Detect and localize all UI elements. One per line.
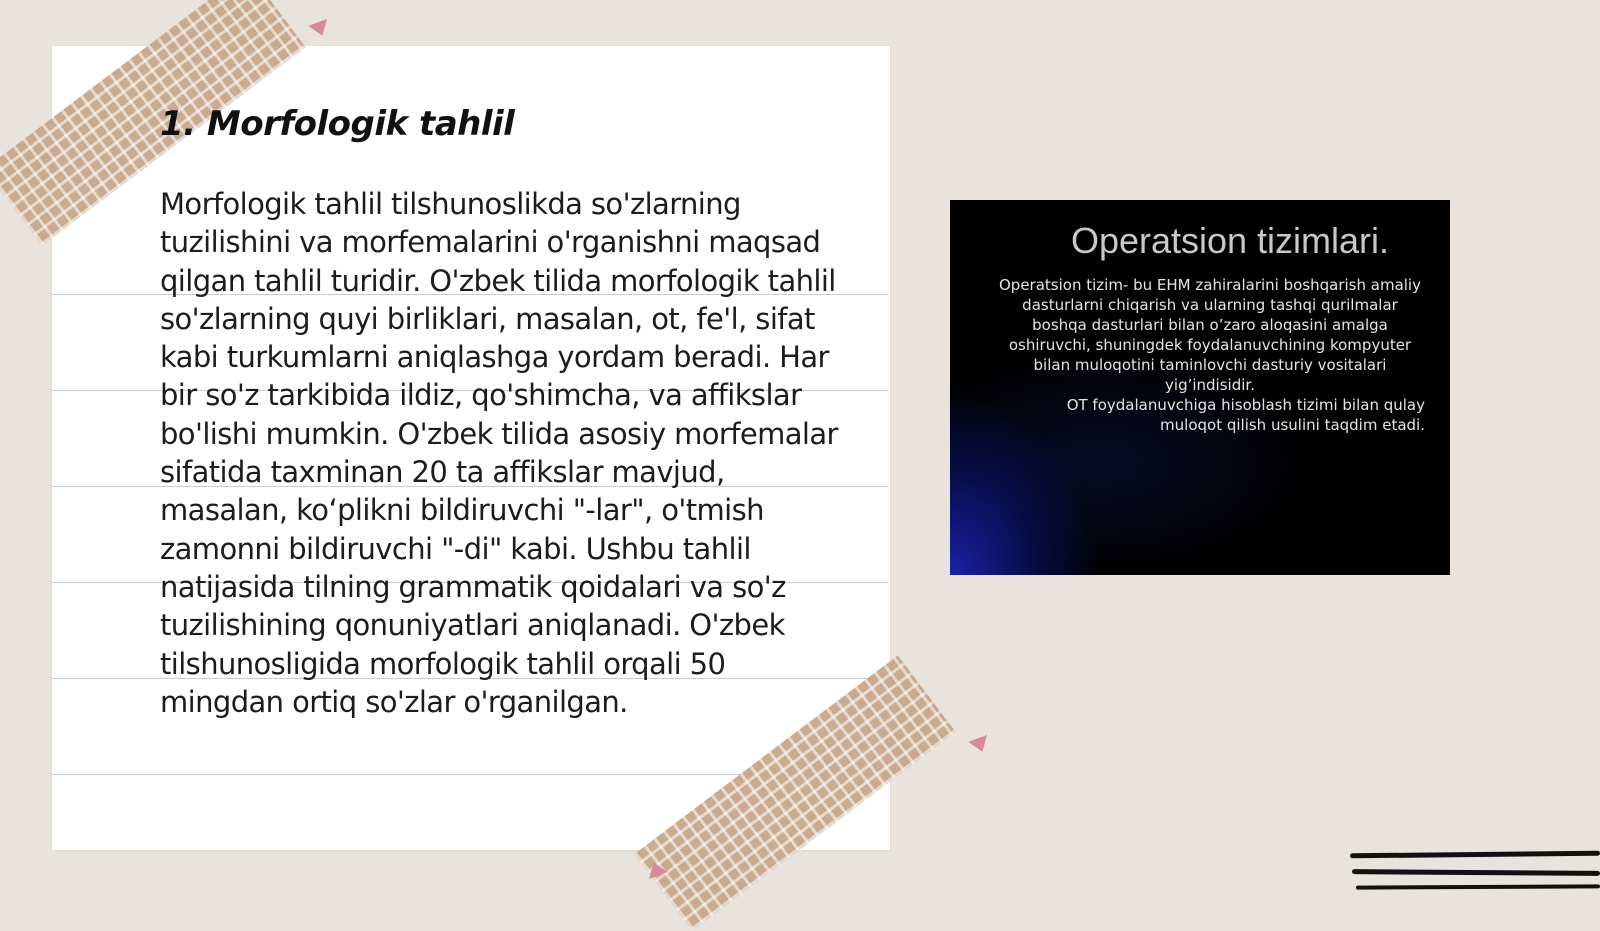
pin-marker (968, 735, 992, 755)
body-paragraph: Morfologik tahlil tilshunoslikda so'zlarning tuzilishini va morfemalarini o'rganishni maqsad qilgan tahlil turidir. O'zbek tilida morfologik tahlil so'zlarning quyi birliklari, masalan, ot, fe'l, sifat kabi turkumlarni aniqlashga yordam beradi. Har bir so'z tarkibida ildiz, qo'shimcha, va affikslar bo'lishi mumkin. O'zbek tilida asosiy morfemalar sifatida taxminan 20 ta affikslar mavjud, masalan, ko‘plikni bildiruvchi "-lar", o'tmish zamonni bildiruvchi "-di" kabi. Ushbu tahlil natijasida tilning grammatik qoidalari va so'z tuzilishining qonuniyatlari aniqlanadi. O'zbek tilshunosligida morfologik tahlil orqali 50 mingdan ortiq so'zlar o'rganilgan. (160, 187, 838, 719)
brush-stroke-decoration (1350, 851, 1600, 859)
brush-stroke-decoration (1356, 884, 1600, 889)
embedded-slide-image (950, 200, 1450, 575)
slide-paragraph: Operatsion tizim- bu EHM zahiralarini boshqarish amaliy dasturlarni chiqarish va ularning tashqi qurilmalar boshqa dasturlari bilan o’zaro aloqasini amalga oshiruvchi, shuningdek foydalanuvchining kompyuter bilan muloqotini taminlovchi dasturiy vositalari yig’indisidir. (999, 276, 1421, 394)
slide-title: Operatsion tizimlari. (1070, 220, 1390, 261)
brush-stroke-decoration (1352, 869, 1600, 876)
pin-marker (308, 19, 332, 39)
page-title: 1. Morfologik tahlil (160, 104, 515, 144)
slide-paragraph-second: OT foydalanuvchiga hisoblash tizimi bilan qulay muloqot qilish usulini taqdim etadi. (1066, 396, 1425, 434)
